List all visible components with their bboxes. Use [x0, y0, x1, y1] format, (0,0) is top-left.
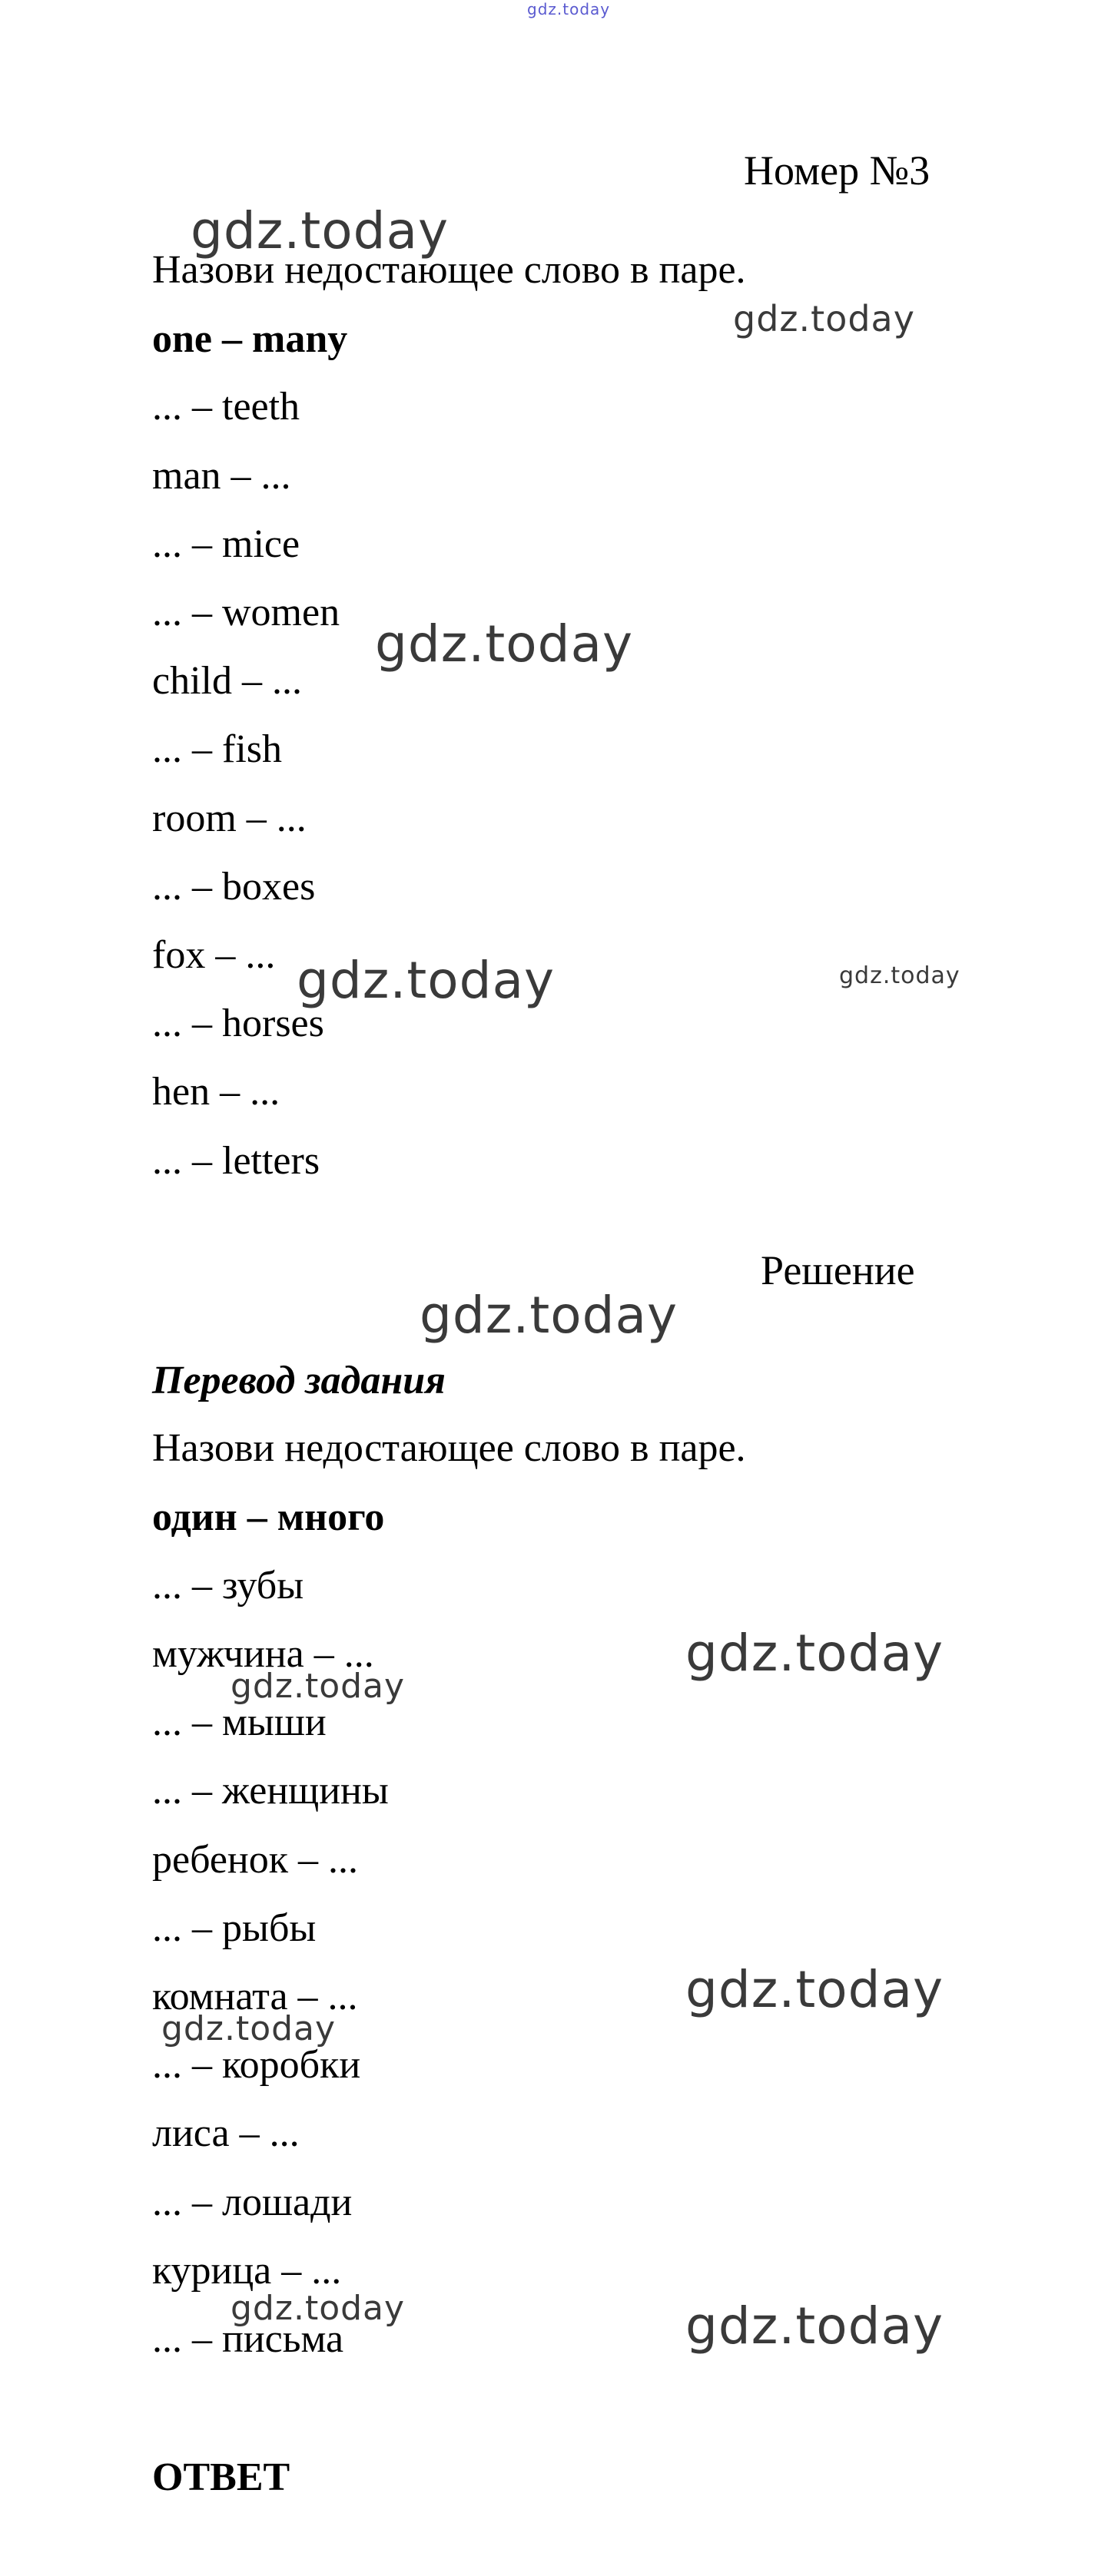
task-example: one – many — [152, 317, 348, 361]
solution-example: один – много — [152, 1495, 385, 1539]
solution-pair: комната – ... — [152, 1975, 358, 2018]
watermark: gdz.today — [685, 1624, 944, 1683]
watermark: gdz.today — [231, 2289, 406, 2328]
solution-pair: мужчина – ... — [152, 1632, 374, 1676]
watermark: gdz.today — [839, 962, 960, 989]
watermark: gdz.today — [685, 1960, 944, 2019]
task-pair: man – ... — [152, 454, 291, 498]
solution-pair: ... – женщины — [152, 1769, 389, 1813]
task-pair: hen – ... — [152, 1070, 280, 1114]
watermark: gdz.today — [685, 2296, 944, 2356]
watermark: gdz.today — [161, 2009, 337, 2048]
translation-heading: Перевод задания — [152, 1359, 446, 1402]
solution-title: Решение — [761, 1247, 915, 1293]
task-number-title: Номер №3 — [744, 147, 930, 194]
watermark: gdz.today — [191, 201, 449, 260]
task-pair: ... – women — [152, 591, 340, 634]
task-instruction: Назови недостающее слово в паре. — [152, 248, 746, 292]
watermark: gdz.today — [420, 1286, 678, 1345]
task-pair: ... – horses — [152, 1002, 324, 1045]
solution-pair: ... – лошади — [152, 2180, 353, 2224]
solution-pair: курица – ... — [152, 2249, 342, 2293]
task-pair: fox – ... — [152, 933, 276, 977]
watermark: gdz.today — [231, 1667, 406, 1706]
task-pair: ... – teeth — [152, 385, 300, 429]
solution-pair: ... – коробки — [152, 2043, 361, 2087]
task-pair: ... – fish — [152, 727, 282, 771]
solution-pair: ... – рыбы — [152, 1906, 317, 1950]
solution-pair: ... – мыши — [152, 1700, 327, 1744]
task-pair: child – ... — [152, 659, 302, 703]
solution-pair: ребенок – ... — [152, 1838, 359, 1882]
solution-pair: ... – письма — [152, 2317, 344, 2361]
task-pair: ... – mice — [152, 522, 300, 566]
solution-pair: лиса – ... — [152, 2111, 300, 2155]
answer-heading: ОТВЕТ — [152, 2455, 290, 2499]
task-pair: room – ... — [152, 796, 307, 840]
task-pair: ... – boxes — [152, 865, 316, 909]
watermark: gdz.today — [297, 951, 556, 1010]
solution-instruction: Назови недостающее слово в паре. — [152, 1426, 746, 1470]
watermark: gdz.today — [733, 298, 915, 339]
watermark-top: gdz.today — [527, 0, 611, 18]
watermark: gdz.today — [375, 614, 634, 674]
solution-pair: ... – зубы — [152, 1564, 304, 1608]
task-pair: ... – letters — [152, 1139, 320, 1183]
